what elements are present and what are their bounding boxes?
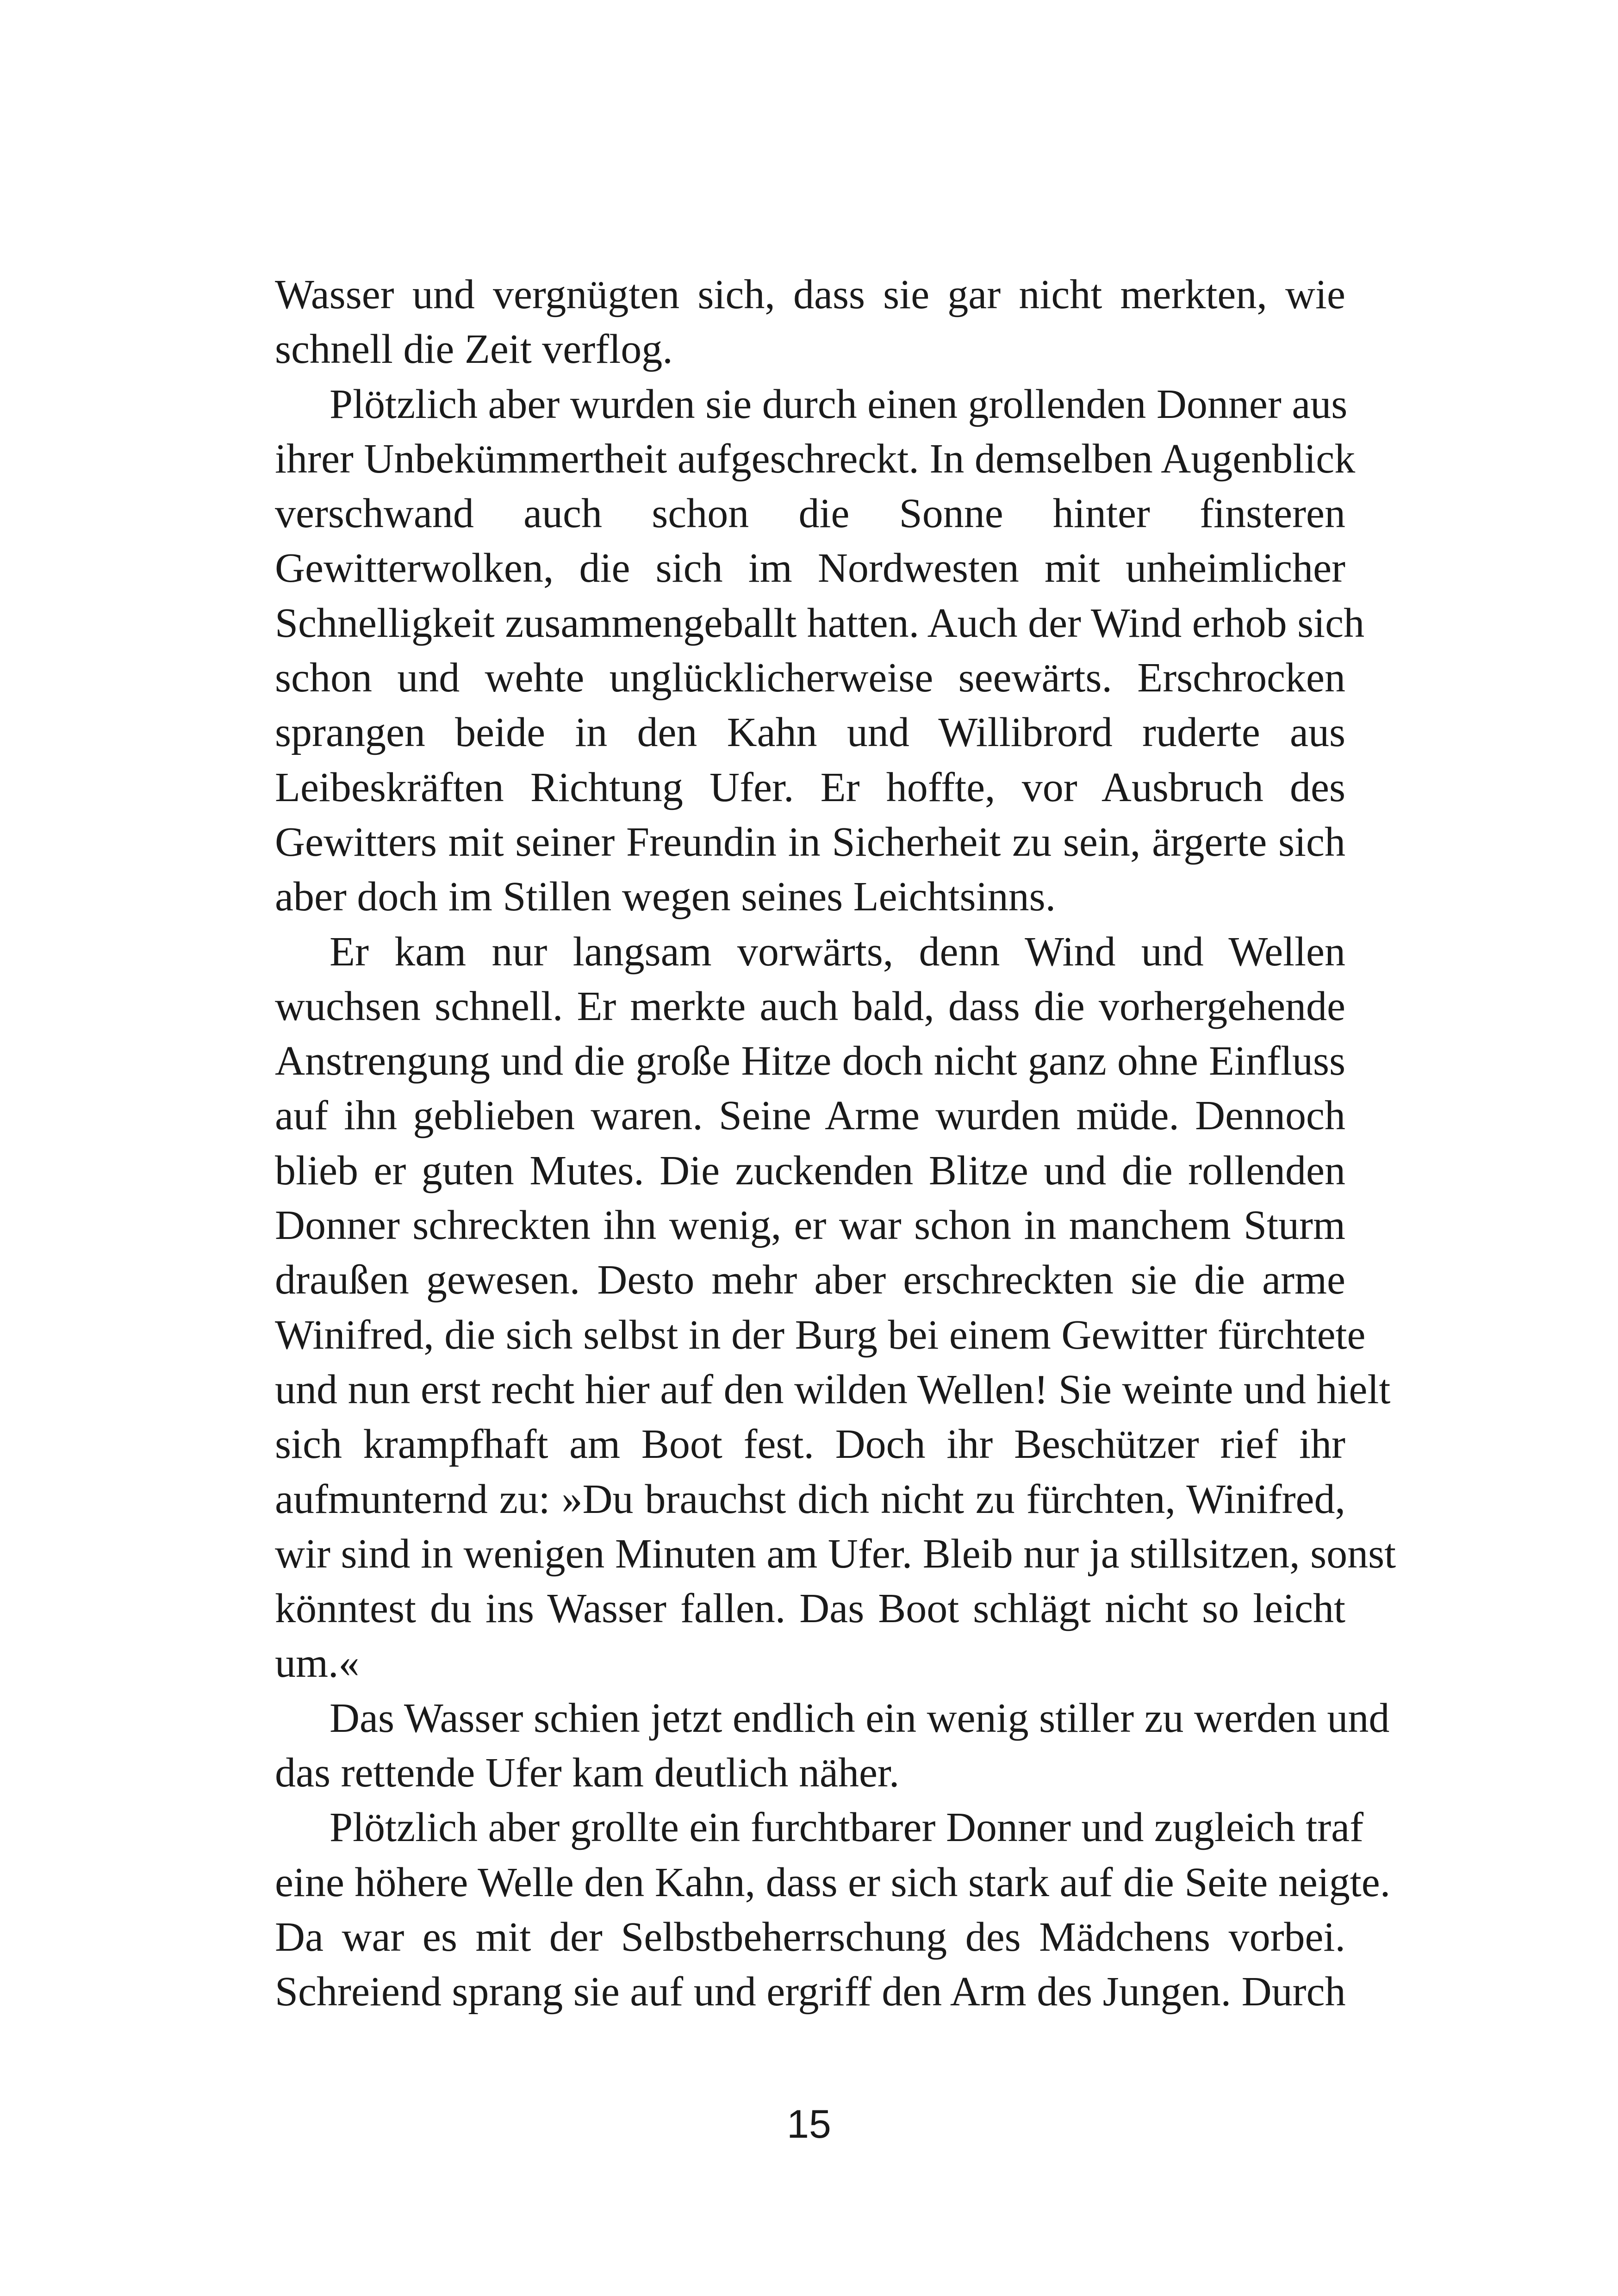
text-line: Schreiend sprang sie auf und ergriff den Arm des Jungen. Durch [275, 1969, 1346, 2015]
text-line: Anstrengung und die große Hitze doch nicht ganz ohne Einfluss [275, 1038, 1345, 1084]
text-line: könntest du ins Wasser fallen. Das Boot schlägt nicht so leicht [275, 1586, 1345, 1632]
text-line: und nun erst recht hier auf den wilden Wellen! Sie weinte und hielt [275, 1366, 1391, 1412]
text-line: Das Wasser schien jetzt endlich ein wenig stiller zu werden und [330, 1695, 1390, 1741]
text-line: aufmunternd zu: »Du brauchst dich nicht zu fürchten, Winifred, [275, 1476, 1345, 1522]
text-line: schon und wehte unglücklicherweise seewärts. Erschrocken [275, 655, 1345, 701]
page-number: 15 [787, 2102, 831, 2147]
text-line: Leibeskräften Richtung Ufer. Er hoffte, vor Ausbruch des [275, 764, 1345, 810]
text-line: wir sind in wenigen Minuten am Ufer. Bleib nur ja stillsitzen, sonst [275, 1531, 1396, 1577]
text-line: schnell die Zeit verflog. [275, 326, 673, 373]
text-line: Schnelligkeit zusammengeballt hatten. Auch der Wind erhob sich [275, 600, 1365, 646]
text-line: sprangen beide in den Kahn und Willibrord ruderte aus [275, 709, 1345, 756]
text-line: verschwand auch schon die Sonne hinter finsteren [275, 491, 1345, 537]
text-line: blieb er guten Mutes. Die zuckenden Blitze und die rollenden [275, 1147, 1345, 1194]
text-line: aber doch im Stillen wegen seines Leichtsinns. [275, 874, 1056, 920]
text-line: eine höhere Welle den Kahn, dass er sich stark auf die Seite neigte. [275, 1859, 1391, 1905]
text-line: Winifred, die sich selbst in der Burg bei einem Gewitter fürchtete [275, 1312, 1366, 1358]
text-line: Er kam nur langsam vorwärts, denn Wind und Wellen [330, 928, 1345, 975]
text-line: Wasser und vergnügten sich, dass sie gar nicht merkten, wie [275, 272, 1345, 317]
text-line: um.« [275, 1640, 360, 1686]
text-line: Gewitterwolken, die sich im Nordwesten mit unheimlicher [275, 545, 1345, 591]
text-line: Plötzlich aber grollte ein furchtbarer Donner und zugleich traf [330, 1804, 1364, 1851]
text-line: Plötzlich aber wurden sie durch einen grollenden Donner aus [330, 381, 1348, 427]
text-line: sich krampfhaft am Boot fest. Doch ihr Beschützer rief ihr [275, 1421, 1345, 1468]
text-line: wuchsen schnell. Er merkte auch bald, dass die vorhergehende [275, 983, 1345, 1029]
text-line: das rettende Ufer kam deutlich näher. [275, 1750, 900, 1796]
text-line: auf ihn geblieben waren. Seine Arme wurden müde. Dennoch [275, 1093, 1345, 1139]
text-line: Gewitters mit seiner Freundin in Sicherheit zu sein, ärgerte sich [275, 819, 1345, 865]
text-line: draußen gewesen. Desto mehr aber erschreckten sie die arme [275, 1257, 1345, 1303]
text-line: Donner schreckten ihn wenig, er war schon in manchem Sturm [275, 1202, 1345, 1249]
text-line: ihrer Unbekümmertheit aufgeschreckt. In demselben Augenblick [275, 436, 1356, 482]
text-line: Da war es mit der Selbstbeherrschung des Mädchens vorbei. [275, 1914, 1345, 1960]
body-text [275, 268, 1396, 2020]
